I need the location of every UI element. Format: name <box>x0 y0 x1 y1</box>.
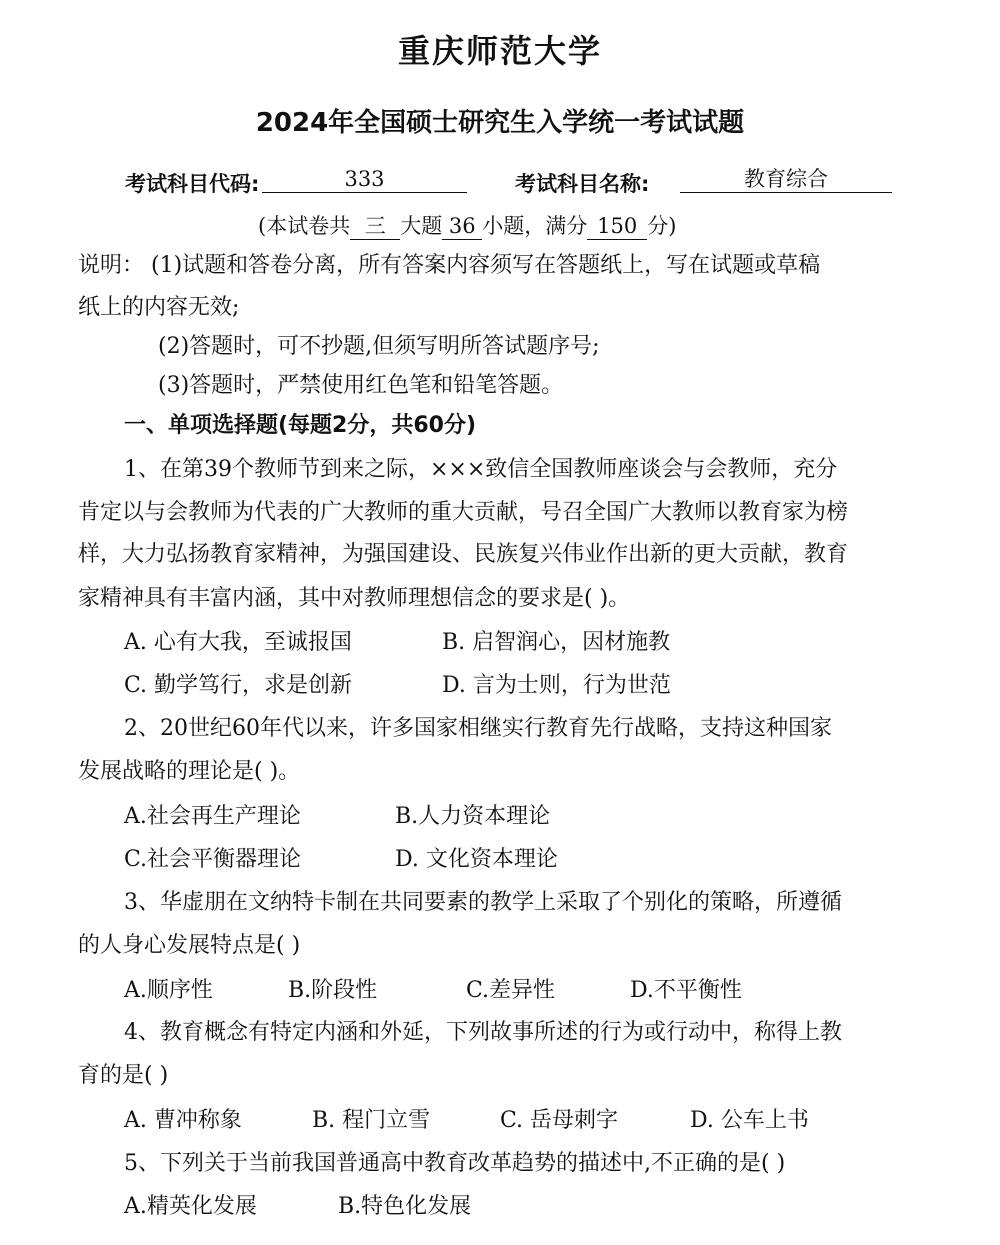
q2-line-1: 2、20世纪60年代以来，许多国家相继实行教育先行战略，支持这种国家 <box>124 716 832 741</box>
q4-option-d: D. 公车上书 <box>690 1108 809 1133</box>
q1-option-d: D. 言为士则，行为世范 <box>442 673 671 698</box>
q3-option-c: C.差异性 <box>466 978 556 1003</box>
subject-code-value: 333 <box>262 166 467 193</box>
q2-option-a: A.社会再生产理论 <box>124 804 301 829</box>
q3-line-1: 3、华虚朋在文纳特卡制在共同要素的教学上采取了个别化的策略，所遵循 <box>124 890 842 915</box>
section-heading: 一、单项选择题(每题2分，共60分) <box>124 413 477 438</box>
summary-part-1: (本试卷共 <box>258 214 351 238</box>
q3-option-a: A.顺序性 <box>124 978 213 1003</box>
q1-line-1: 1、在第39个教师节到来之际，×××致信全国教师座谈会与会教师，充分 <box>124 457 838 482</box>
subject-code-label: 考试科目代码: <box>125 172 260 196</box>
university-title: 重庆师范大学 <box>397 32 602 70</box>
summary-questions: 36 <box>442 213 482 240</box>
q4-line-1: 4、教育概念有特定内涵和外延，下列故事所述的行为或行动中，称得上教 <box>124 1020 842 1045</box>
instruction-line-1: 说明： (1)试题和答卷分离，所有答案内容须写在答题纸上，写在试题或草稿 <box>78 253 821 278</box>
q4-option-a: A. 曹冲称象 <box>124 1108 242 1133</box>
q2-option-b: B.人力资本理论 <box>395 804 551 829</box>
summary-sections: 三 <box>350 213 400 240</box>
subject-name-label: 考试科目名称: <box>515 172 650 196</box>
subject-name-value: 教育综合 <box>680 166 892 193</box>
q1-line-3: 样，大力弘扬教育家精神，为强国建设、民族复兴伟业作出新的更大贡献，教育 <box>78 542 849 567</box>
q1-option-b: B. 启智润心，因材施教 <box>442 630 671 655</box>
instruction-line-2: 纸上的内容无效; <box>78 295 240 320</box>
q2-option-c: C.社会平衡器理论 <box>124 847 302 872</box>
q5-option-a: A.精英化发展 <box>124 1194 257 1219</box>
q2-line-2: 发展战略的理论是( )。 <box>78 759 301 784</box>
q4-option-c: C. 岳母刺字 <box>500 1108 619 1133</box>
summary-score: 150 <box>587 213 647 240</box>
summary-part-4: 分) <box>647 214 677 238</box>
q1-line-2: 肯定以与会教师为代表的广大教师的重大贡献，号召全国广大教师以教育家为榜 <box>78 500 849 525</box>
q1-option-c: C. 勤学笃行，求是创新 <box>124 673 353 698</box>
subject-code-field <box>262 166 467 193</box>
q2-option-d: D. 文化资本理论 <box>395 847 558 872</box>
q4-option-b: B. 程门立雪 <box>312 1108 431 1133</box>
exam-summary <box>258 211 676 241</box>
instruction-line-3: (2)答题时，可不抄题,但须写明所答试题序号; <box>158 334 600 359</box>
summary-part-3: 小题，满分 <box>482 214 588 238</box>
q4-line-2: 育的是( ) <box>78 1063 169 1088</box>
summary-part-2: 大题 <box>400 214 443 238</box>
q1-line-4: 家精神具有丰富内涵，其中对教师理想信念的要求是( )。 <box>78 586 631 611</box>
q5-line-1: 5、下列关于当前我国普通高中教育改革趋势的描述中,不正确的是( ) <box>124 1151 786 1176</box>
q3-option-d: D.不平衡性 <box>630 978 742 1003</box>
q3-option-b: B.阶段性 <box>288 978 378 1003</box>
exam-title: 2024年全国硕士研究生入学统一考试试题 <box>255 108 745 138</box>
q3-line-2: 的人身心发展特点是( ) <box>78 933 301 958</box>
instruction-line-4: (3)答题时，严禁使用红色笔和铅笔答题。 <box>158 373 564 398</box>
q5-option-b: B.特色化发展 <box>338 1194 472 1219</box>
subject-name-field <box>680 166 892 193</box>
q1-option-a: A. 心有大我，至诚报国 <box>124 630 352 655</box>
